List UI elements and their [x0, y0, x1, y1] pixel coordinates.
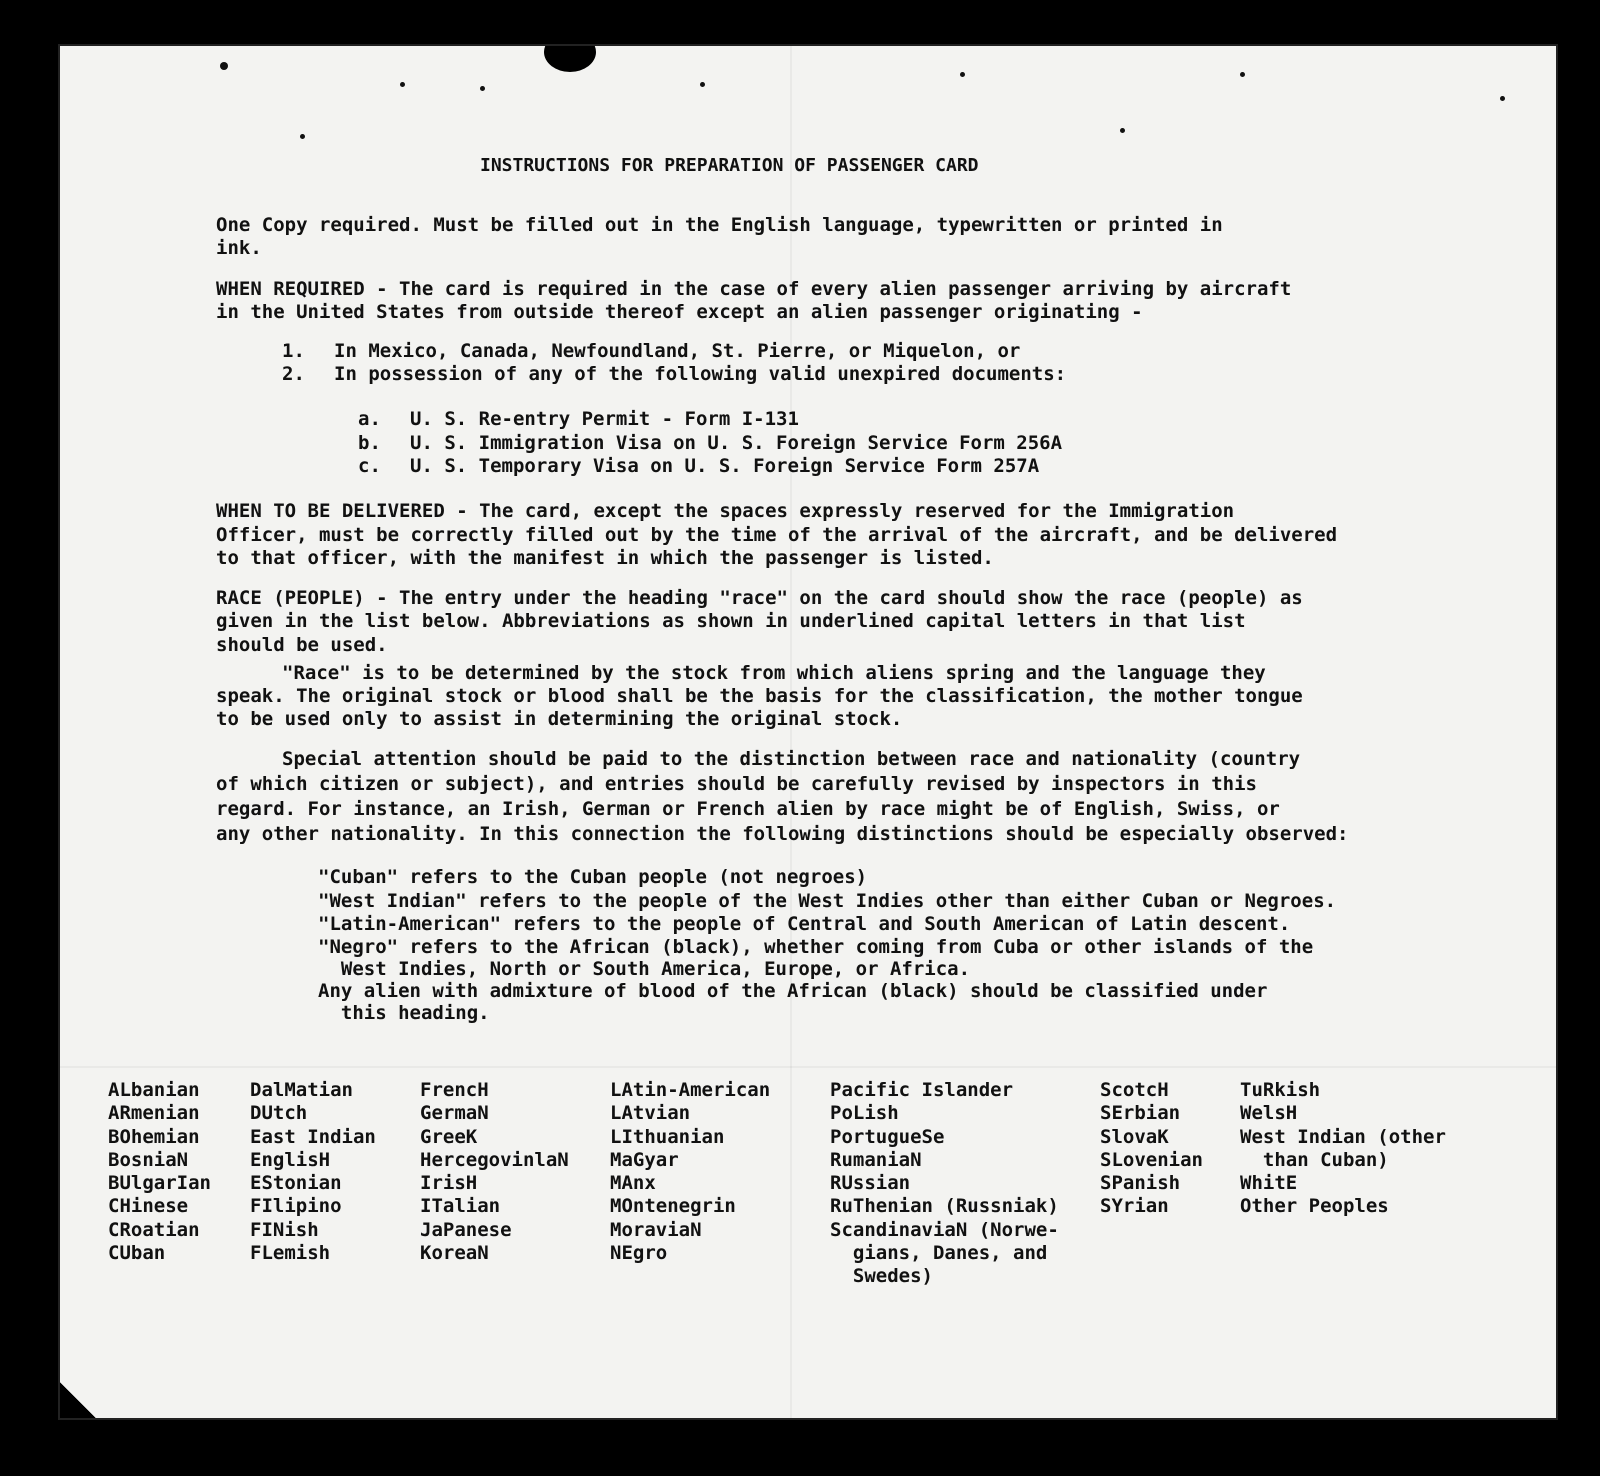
- when-delivered-line: WHEN TO BE DELIVERED - The card, except the spaces expressly reserved for the Immigration: [216, 500, 1235, 522]
- distinction-line: West Indies, North or South America, Europe, or Africa.: [318, 958, 971, 980]
- race-list-column: [830, 1079, 1059, 1289]
- race-list-item: SlovaK: [1100, 1125, 1169, 1148]
- race-list-item: HercegovinlaN: [420, 1148, 569, 1171]
- race-list-item: BUlgarIan: [108, 1172, 211, 1195]
- when-delivered-line: Officer, must be correctly filled out by the time of the arrival of the aircraft, and be delivered: [216, 524, 1338, 546]
- distinction-line: "West Indian" refers to the people of the West Indies other than either Cuban or Negroes.: [318, 890, 1337, 912]
- when-required-line: in the United States from outside thereof except an alien passenger originating -: [216, 301, 1143, 323]
- when-delivered-line: to that officer, with the manifest in which the passenger is listed.: [216, 547, 994, 569]
- race-list-item: ARmenian: [108, 1102, 200, 1125]
- race-list-item: DalMatian: [250, 1079, 353, 1101]
- race-list-item: JaPanese: [420, 1218, 512, 1241]
- sub-list-item: c. U. S. Temporary Visa on U. S. Foreign Service Form 257A: [358, 455, 1040, 477]
- race-list-item: GreeK: [420, 1125, 478, 1148]
- race-list-item: BosniaN: [108, 1148, 189, 1171]
- race-list-item: PoLish: [830, 1102, 899, 1125]
- race-list-item: NEgro: [610, 1242, 668, 1265]
- race-line: RACE (PEOPLE) - The entry under the heading "race" on the card should show the race (people) as: [216, 587, 1303, 609]
- when-required-label: WHEN REQUIRED: [216, 278, 365, 300]
- when-delivered-label: WHEN TO BE DELIVERED: [216, 500, 445, 522]
- race-list-item: Other Peoples: [1240, 1195, 1389, 1218]
- race-list-item: East Indian: [250, 1125, 376, 1148]
- attention-paragraph-line: regard. For instance, an Irish, German or French alien by race might be of English, Swiss, or: [216, 798, 1280, 820]
- page-title: INSTRUCTIONS FOR PREPARATION OF PASSENGER CARD: [480, 155, 979, 176]
- race-list-item: FIlipino: [250, 1195, 342, 1218]
- race-list-item: IrisH: [420, 1172, 478, 1195]
- race-list-column: [1240, 1079, 1446, 1219]
- race-list-item: EnglisH: [250, 1148, 331, 1171]
- distinction-line: "Negro" refers to the African (black), whether coming from Cuba or other islands of the: [318, 936, 1314, 958]
- race-list-item: ITalian: [420, 1195, 501, 1218]
- race-list-item: MOntenegrin: [610, 1195, 736, 1218]
- race-list-item: SLovenian: [1100, 1148, 1203, 1171]
- race-list-column: [250, 1079, 376, 1265]
- intro-line: ink.: [216, 237, 262, 259]
- race-list-item: DUtch: [250, 1102, 308, 1125]
- race-list-item: ScandinaviaN (Norwe-: [830, 1218, 1059, 1241]
- race-list-item: Swedes): [830, 1265, 933, 1288]
- list-item: 2. In possession of any of the following valid unexpired documents:: [282, 363, 1067, 385]
- race-label: RACE (PEOPLE): [216, 587, 365, 609]
- race-list-item: RumaniaN: [830, 1148, 922, 1171]
- race-list-item: PortugueSe: [830, 1125, 945, 1148]
- race-list-item: SPanish: [1100, 1172, 1181, 1195]
- race-paragraph-line: "Race" is to be determined by the stock from which aliens spring and the language they: [282, 662, 1266, 684]
- race-list-item: TuRkish: [1240, 1079, 1321, 1101]
- sub-list-item: b. U. S. Immigration Visa on U. S. Foreign Service Form 256A: [358, 432, 1063, 454]
- race-list-item: KoreaN: [420, 1242, 489, 1265]
- intro-line: One Copy required. Must be filled out in the English language, typewritten or printed in: [216, 214, 1223, 236]
- distinction-line: "Latin-American" refers to the people of Central and South American of Latin descent.: [318, 913, 1291, 935]
- attention-paragraph-line: Special attention should be paid to the distinction between race and nationality (country: [282, 748, 1301, 770]
- race-list-item: MAnx: [610, 1172, 656, 1195]
- race-list-item: WelsH: [1240, 1102, 1298, 1125]
- attention-paragraph-line: any other nationality. In this connection the following distinctions should be especially observed:: [216, 823, 1349, 845]
- race-list-item: WhitE: [1240, 1172, 1298, 1195]
- race-paragraph-line: to be used only to assist in determining the original stock.: [216, 708, 903, 730]
- document-body: [60, 46, 1556, 1418]
- distinction-line: Any alien with admixture of blood of the African (black) should be classified under: [318, 980, 1268, 1002]
- race-paragraph-line: speak. The original stock or blood shall be the basis for the classification, the mother tongue: [216, 685, 1303, 707]
- race-list-item: FLemish: [250, 1242, 331, 1265]
- list-item: 1. In Mexico, Canada, Newfoundland, St. Pierre, or Miquelon, or: [282, 340, 1021, 362]
- race-list-item: FrencH: [420, 1079, 489, 1101]
- attention-paragraph-line: of which citizen or subject), and entries should be carefully revised by inspectors in this: [216, 773, 1257, 795]
- race-list-item: BOhemian: [108, 1125, 200, 1148]
- race-list-column: [610, 1079, 770, 1265]
- race-list-item: FINish: [250, 1218, 319, 1241]
- race-list-item: than Cuban): [1240, 1148, 1389, 1171]
- race-list-item: LAtvian: [610, 1102, 691, 1125]
- sub-list-item: a. U. S. Re-entry Permit - Form I-131: [358, 408, 799, 430]
- race-list-item: SYrian: [1100, 1195, 1169, 1218]
- race-list-item: CUban: [108, 1242, 166, 1265]
- distinction-line: this heading.: [318, 1002, 490, 1024]
- race-list-item: EStonian: [250, 1172, 342, 1195]
- race-list-column: [420, 1079, 569, 1265]
- race-list-item: CHinese: [108, 1195, 189, 1218]
- race-list-item: LIthuanian: [610, 1125, 725, 1148]
- race-list-item: GermaN: [420, 1102, 489, 1125]
- when-required-line: WHEN REQUIRED - The card is required in the case of every alien passenger arriving by aircraft: [216, 278, 1292, 300]
- race-line: should be used.: [216, 634, 388, 656]
- race-list-column: [108, 1079, 211, 1265]
- document-page: [58, 44, 1558, 1420]
- race-list-item: West Indian (other: [1240, 1125, 1446, 1148]
- race-list-item: ScotcH: [1100, 1079, 1169, 1101]
- race-list-item: LAtin-American: [610, 1079, 771, 1101]
- race-list-item: SErbian: [1100, 1102, 1181, 1125]
- race-line: given in the list below. Abbreviations as shown in underlined capital letters in that list: [216, 610, 1246, 632]
- race-list-item: CRoatian: [108, 1218, 200, 1241]
- race-list-item: RuThenian (Russniak): [830, 1195, 1059, 1218]
- distinction-line: "Cuban" refers to the Cuban people (not negroes): [318, 866, 868, 888]
- race-list-item: MaGyar: [610, 1148, 679, 1171]
- race-list-item: ALbanian: [108, 1079, 200, 1101]
- race-list-item: RUssian: [830, 1172, 911, 1195]
- race-list-item: gians, Danes, and: [830, 1242, 1048, 1265]
- race-list-item: Pacific Islander: [830, 1079, 1014, 1101]
- race-list-column: [1100, 1079, 1203, 1219]
- race-list-item: MoraviaN: [610, 1218, 702, 1241]
